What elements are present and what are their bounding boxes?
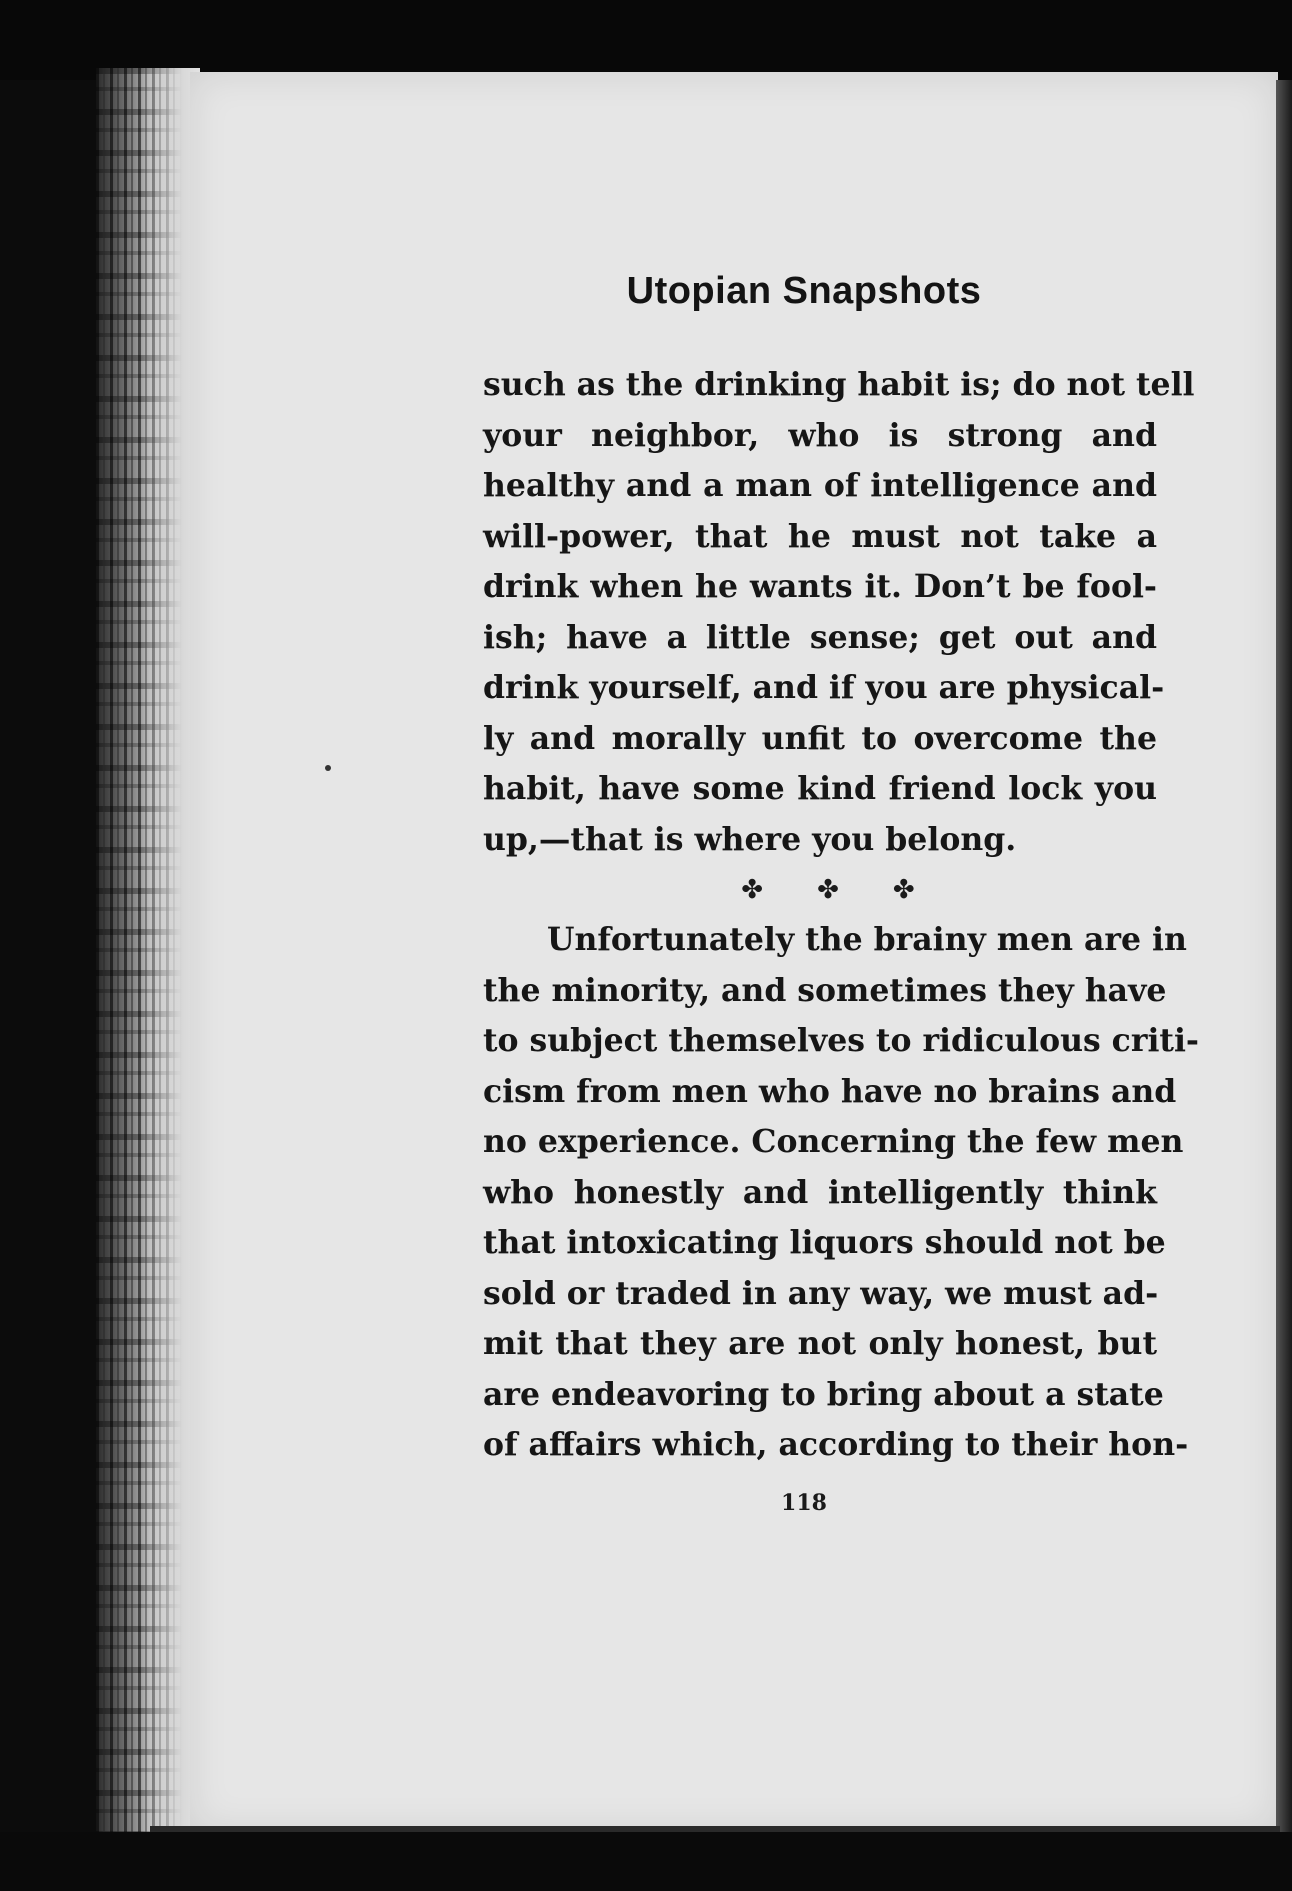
text-line: are endeavoring to bring about a state: [483, 1375, 1164, 1413]
ink-speck: [325, 765, 331, 771]
text-line: such as the drinking habit is; do not tell: [483, 366, 1195, 403]
text-line: up,—that is where you belong.: [483, 820, 1017, 858]
ornament-icon: ✤: [892, 874, 915, 905]
ornament-icon: ✤: [817, 874, 839, 905]
text-line: drink when he wants it. Don’t be fool-: [483, 568, 1157, 605]
paragraph-1: [483, 360, 1195, 865]
text-line: healthy and a man of intelligence and: [483, 467, 1157, 504]
text-line: of affairs which, according to their hon-: [483, 1426, 1189, 1463]
page-number: 118: [781, 1490, 827, 1516]
text-line: to subject themselves to ridiculous criti-: [483, 1022, 1200, 1059]
text-line: who honestly and intelligently think: [483, 1173, 1157, 1211]
text-line: your neighbor, who is strong and: [483, 416, 1157, 454]
text-line: cism from men who have no brains and: [483, 1072, 1177, 1110]
ornament-icon: ✤: [741, 874, 764, 905]
scan-bottom-border: [0, 1832, 1292, 1891]
text-line: habit, have some kind friend lock you: [483, 770, 1157, 807]
text-line: that intoxicating liquors should not be: [483, 1224, 1166, 1261]
page-right-edge: [1276, 80, 1292, 1832]
running-head: Utopian Snapshots: [626, 270, 982, 312]
text-line: no experience. Concerning the few men: [483, 1123, 1184, 1160]
text-line: sold or traded in any way, we must ad-: [483, 1274, 1159, 1312]
text-line: the minority, and sometimes they have: [483, 971, 1167, 1009]
paragraph-2: [483, 915, 1200, 1471]
text-line: ish; have a little sense; get out and: [483, 618, 1157, 656]
text-line: mit that they are not only honest, but: [483, 1325, 1157, 1362]
body-text: [483, 360, 1200, 1471]
text-line: Unfortunately the brainy men are in: [547, 921, 1187, 958]
text-line: drink yourself, and if you are physical-: [483, 669, 1165, 706]
text-line: ly and morally unfit to overcome the: [483, 719, 1157, 757]
text-line: will-power, that he must not take a: [483, 517, 1157, 555]
section-break-ornaments: [483, 865, 1157, 915]
